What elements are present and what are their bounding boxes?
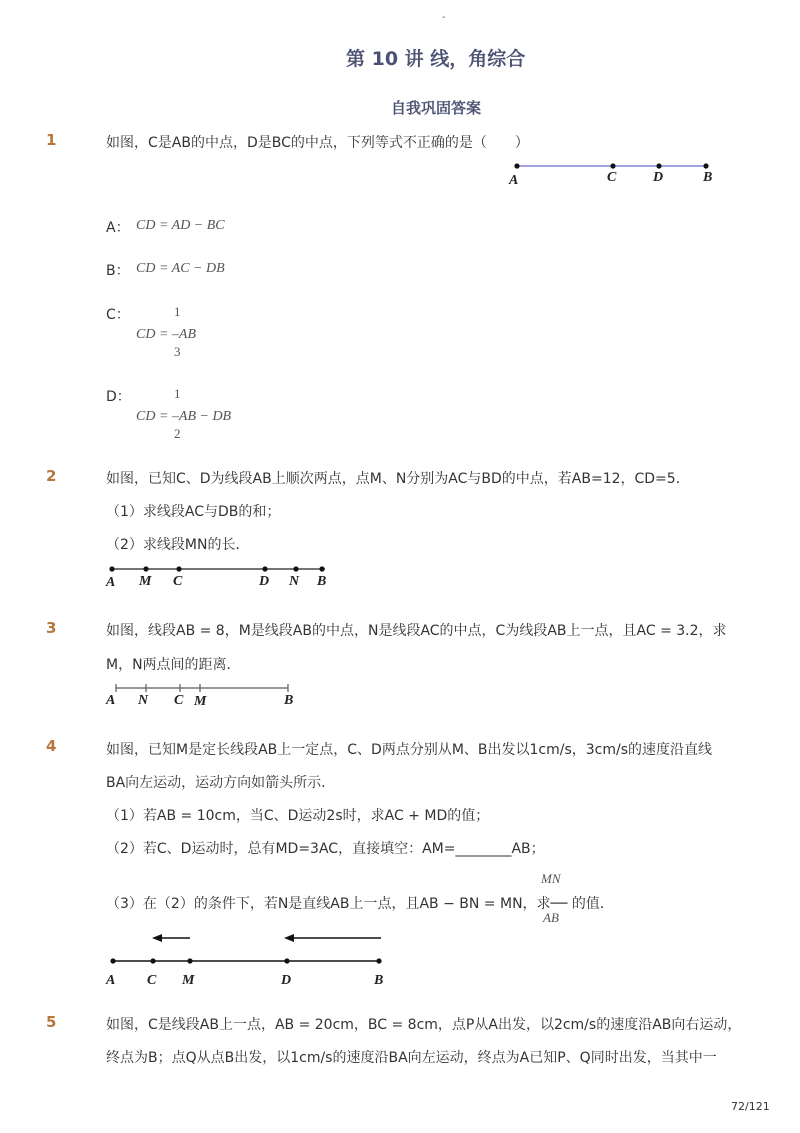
q1-figure <box>505 156 725 188</box>
q1-option-d-label[interactable]: D： <box>106 389 131 405</box>
q4-label-d: D <box>281 973 292 988</box>
q2-label-b: B <box>317 574 327 589</box>
q4-point-b <box>376 958 381 963</box>
q3-label-b: B <box>284 693 294 708</box>
question-number-3: 3 <box>46 619 57 637</box>
q1-label-c: C <box>607 170 617 185</box>
q1-option-c-numerator: 1 <box>174 304 181 319</box>
page-number: 72/121 <box>731 1100 770 1113</box>
q3-label-c: C <box>174 693 184 708</box>
q1-option-c-label[interactable]: C： <box>106 307 130 323</box>
q1-option-d-denominator: 2 <box>174 426 181 441</box>
q4-point-c <box>150 958 155 963</box>
q2-label-n: N <box>289 574 300 589</box>
q1-option-a-label[interactable]: A： <box>106 220 130 236</box>
q4-label-m: M <box>182 973 195 988</box>
q1-point-c <box>610 163 615 168</box>
q4-point-d <box>284 958 289 963</box>
q1-label-b: B <box>703 170 713 185</box>
q1-option-c-expr: CD = –AB <box>136 327 196 342</box>
q1-option-c-denominator: 3 <box>174 344 181 359</box>
q2-label-d: D <box>259 574 270 589</box>
q1-text: 如图，C是AB的中点，D是BC的中点，下列等式不正确的是（ ） <box>106 135 529 151</box>
q4-label-a: A <box>106 973 116 988</box>
q3-label-m: M <box>194 694 207 709</box>
q1-label-a: A <box>509 173 519 188</box>
q2-point-m <box>143 566 148 571</box>
q2-point-n <box>293 566 298 571</box>
q2-figure <box>100 560 340 590</box>
q5-line-2: 终点为B；点Q从点B出发，以1cm/s的速度沿BA向左运动，终点为A已知P、Q同时出发，当其中一 <box>106 1050 717 1066</box>
q1-point-a <box>514 163 519 168</box>
q2-label-m: M <box>139 574 152 589</box>
q4-subquestion-2: （2）若C、D运动时，总有MD=3AC，直接填空：AM=________AB； <box>106 841 545 857</box>
q2-point-b <box>319 566 324 571</box>
q2-subquestion-1: （1）求线段AC与DB的和； <box>106 504 281 520</box>
q2-text: 如图，已知C、D为线段AB上顺次两点，点M、N分别为AC与BD的中点，若AB=12，CD=5． <box>106 471 690 487</box>
q2-point-c <box>176 566 181 571</box>
q1-point-b <box>703 163 708 168</box>
q4-subquestion-1: （1）若AB = 10cm，当C、D运动2s时，求AC + MD的值； <box>106 808 490 824</box>
q3-label-n: N <box>138 693 149 708</box>
q2-point-a <box>109 566 114 571</box>
q4-subquestion-3: （3）在（2）的条件下，若N是直线AB上一点，且AB − BN = MN，求── 的值． <box>106 896 614 912</box>
q3-figure <box>100 680 310 710</box>
q4-arrow-d-head <box>284 934 294 942</box>
q2-point-d <box>262 566 267 571</box>
question-number-4: 4 <box>46 737 57 755</box>
q1-option-d-expr: CD = –AB − DB <box>136 409 232 424</box>
question-number-5: 5 <box>46 1013 57 1031</box>
q4-point-m <box>187 958 192 963</box>
q1-option-b-expr: CD = AC − DB <box>136 261 225 276</box>
q4-line-1: 如图，已知M是定长线段AB上一定点，C、D两点分别从M、B出发以1cm/s，3cm/s的速度沿直线 <box>106 742 713 758</box>
q2-label-a: A <box>106 575 116 590</box>
section-subtitle: 自我巩固答案 <box>391 99 482 117</box>
q4-fraction-numerator: MN <box>541 871 561 886</box>
q2-label-c: C <box>173 574 183 589</box>
q1-label-d: D <box>653 170 664 185</box>
q3-line-1: 如图，线段AB = 8，M是线段AB的中点，N是线段AC的中点，C为线段AB上一点，且AC = 3.2，求 <box>106 623 727 639</box>
question-number-1: 1 <box>46 131 57 149</box>
q3-label-a: A <box>106 693 116 708</box>
q5-line-1: 如图，C是线段AB上一点，AB = 20cm，BC = 8cm，点P从A出发，以2cm/s的速度沿AB向右运动， <box>106 1017 742 1033</box>
q4-figure <box>100 928 400 992</box>
q4-label-c: C <box>147 973 157 988</box>
q2-subquestion-2: （2）求线段MN的长． <box>106 537 250 553</box>
top-mark: - <box>442 12 446 23</box>
q1-option-d-numerator: 1 <box>174 386 181 401</box>
q1-option-b-label[interactable]: B： <box>106 263 130 279</box>
q1-option-a-expr: CD = AD − BC <box>136 218 225 233</box>
q4-arrow-c-head <box>152 934 162 942</box>
q1-point-d <box>656 163 661 168</box>
question-number-2: 2 <box>46 467 57 485</box>
page-title: 第 10 讲 线，角综合 <box>346 48 526 70</box>
q4-label-b: B <box>374 973 384 988</box>
q4-fraction-denominator: AB <box>543 910 559 925</box>
q4-point-a <box>110 958 115 963</box>
q3-line-2: M，N两点间的距离． <box>106 657 241 673</box>
q4-line-2: BA向左运动，运动方向如箭头所示． <box>106 775 336 791</box>
